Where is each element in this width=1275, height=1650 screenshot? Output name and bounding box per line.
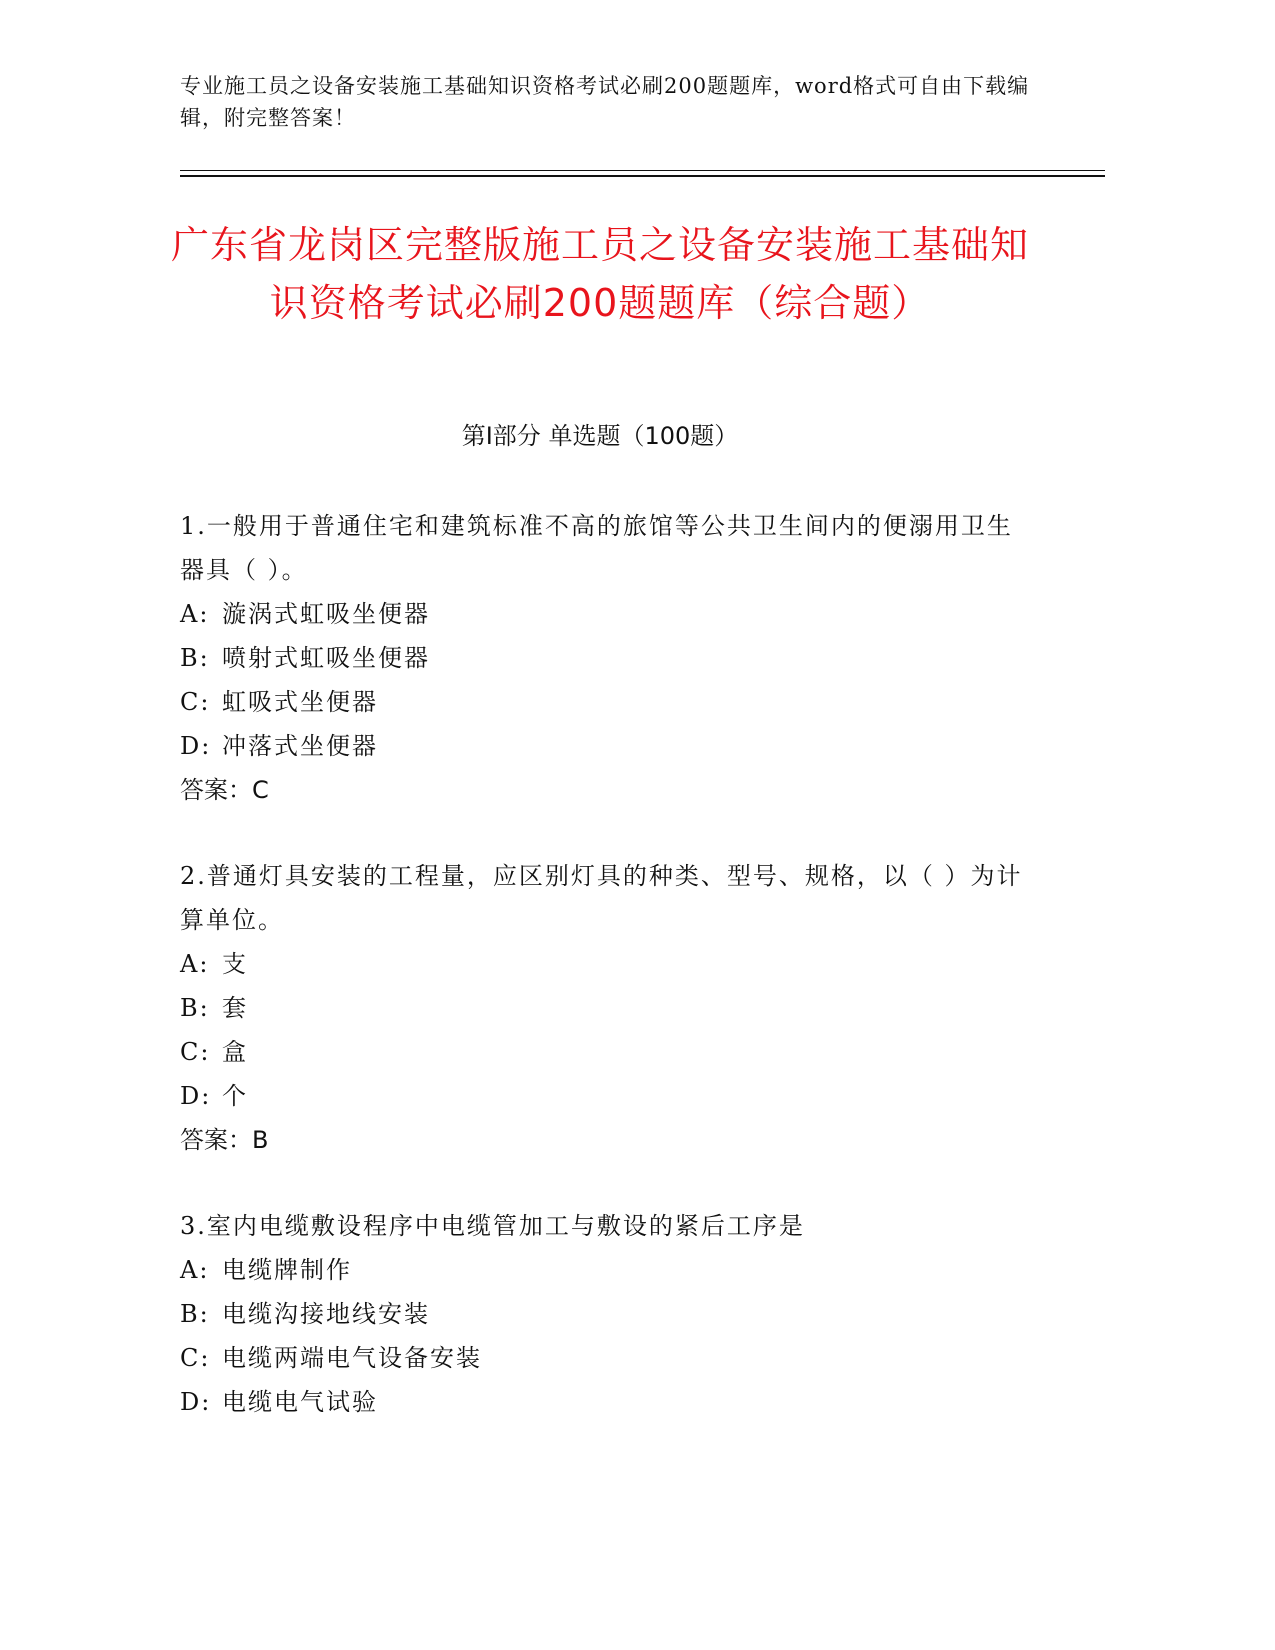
- option-list: [180, 942, 1030, 1118]
- header-note: 专业施工员之设备安装施工基础知识资格考试必刷200题题库，word格式可自由下载编辑，附完整答案！: [180, 74, 1030, 130]
- header-rule-top: [180, 170, 1105, 171]
- option-text: 电缆电气试验: [222, 1388, 378, 1416]
- section-heading: 第I部分 单选题（100题）: [461, 422, 739, 450]
- option-list: [180, 1248, 1030, 1424]
- document-title: 广东省龙岗区完整版施工员之设备安装施工基础知识资格考试必刷200题题库（综合题）: [170, 223, 1029, 325]
- option-key: A:: [180, 950, 210, 978]
- option-c: [180, 680, 1030, 724]
- option-key: C:: [180, 1038, 211, 1066]
- option-d: [180, 1380, 1030, 1424]
- option-text: 电缆牌制作: [222, 1256, 352, 1284]
- question-item: [180, 1204, 1030, 1424]
- option-a: [180, 592, 1030, 636]
- option-b: [180, 636, 1030, 680]
- question-item: [180, 504, 1030, 812]
- option-text: 喷射式虹吸坐便器: [222, 644, 430, 672]
- option-text: 个: [222, 1082, 248, 1110]
- option-text: 盒: [222, 1038, 248, 1066]
- option-key: B:: [180, 644, 210, 672]
- option-d: [180, 1074, 1030, 1118]
- option-key: A:: [180, 1256, 210, 1284]
- option-key: C:: [180, 1344, 211, 1372]
- answer-line: 答案：B: [180, 1126, 269, 1154]
- option-b: [180, 986, 1030, 1030]
- option-text: 电缆两端电气设备安装: [222, 1344, 482, 1372]
- option-key: D:: [180, 1388, 212, 1416]
- option-b: [180, 1292, 1030, 1336]
- option-text: 支: [222, 950, 248, 978]
- option-text: 冲落式坐便器: [222, 732, 378, 760]
- question-stem: 1.一般用于普通住宅和建筑标准不高的旅馆等公共卫生间内的便溺用卫生器具（ ）。: [180, 512, 1013, 584]
- question-stem: 3.室内电缆敷设程序中电缆管加工与敷设的紧后工序是: [180, 1212, 805, 1240]
- option-key: D:: [180, 732, 212, 760]
- header-rule-bottom: [180, 175, 1105, 177]
- option-d: [180, 724, 1030, 768]
- option-key: B:: [180, 1300, 210, 1328]
- option-text: 虹吸式坐便器: [222, 688, 378, 716]
- option-key: B:: [180, 994, 210, 1022]
- option-list: [180, 592, 1030, 768]
- answer-line: 答案：C: [180, 776, 269, 804]
- option-key: D:: [180, 1082, 212, 1110]
- option-a: [180, 1248, 1030, 1292]
- option-c: [180, 1336, 1030, 1380]
- option-key: A:: [180, 600, 210, 628]
- question-item: [180, 854, 1030, 1162]
- option-key: C:: [180, 688, 211, 716]
- option-text: 套: [222, 994, 248, 1022]
- option-a: [180, 942, 1030, 986]
- option-c: [180, 1030, 1030, 1074]
- question-list: [180, 504, 1030, 1466]
- question-stem: 2.普通灯具安装的工程量，应区别灯具的种类、型号、规格，以（ ）为计算单位。: [180, 862, 1023, 934]
- option-text: 电缆沟接地线安装: [222, 1300, 430, 1328]
- option-text: 漩涡式虹吸坐便器: [222, 600, 430, 628]
